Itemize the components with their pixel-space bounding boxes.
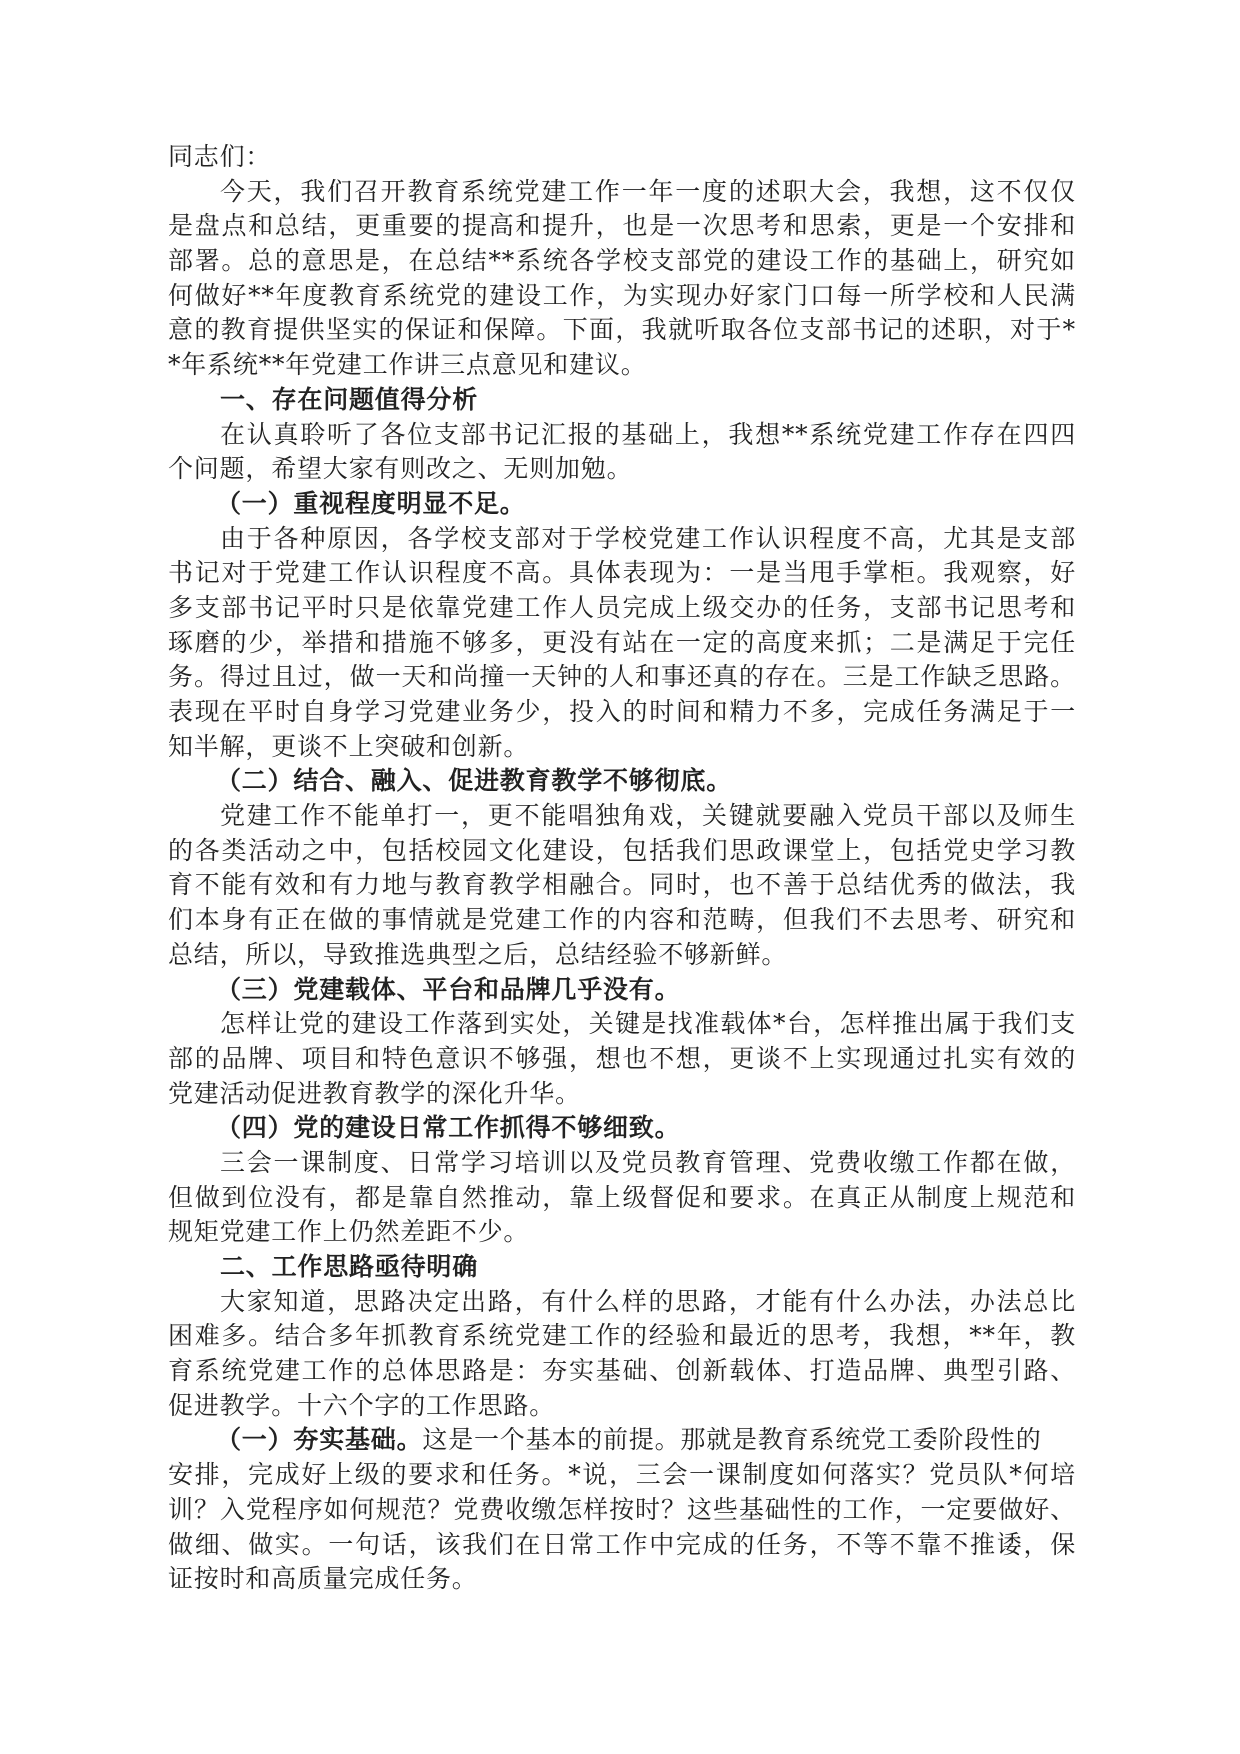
line-text: 大家知道，思路决定出路，有什么样的思路，才能有什么办法，办法总比 bbox=[220, 1286, 1076, 1316]
line-text: 做细、做实。一句话，该我们在日常工作中完成的任务，不等不靠不推诿，保 bbox=[168, 1529, 1076, 1559]
line-text: 表现在平时自身学习党建业务少，投入的时间和精力不多，完成任务满足于一 bbox=[168, 697, 1076, 726]
line-text: 这是一个基本的前提。那就是教育系统党工委阶段性的 bbox=[422, 1425, 1042, 1455]
text-line bbox=[168, 1493, 1076, 1528]
line-text: 部的品牌、项目和特色意识不够强，想也不想，更谈不上实现通过扎实有效的 bbox=[168, 1043, 1076, 1073]
line-text: 三会一课制度、日常学习培训以及党员教育管理、党费收缴工作都在做， bbox=[220, 1147, 1076, 1177]
line-text: 育不能有效和有力地与教育教学相融合。同时，也不善于总结优秀的做法，我 bbox=[168, 870, 1076, 900]
line-text: 何做好**年度教育系统党的建设工作，为实现办好家门口每一所学校和人民满 bbox=[168, 280, 1076, 310]
section-heading bbox=[168, 764, 1076, 799]
text-line bbox=[168, 244, 1076, 279]
section-heading bbox=[168, 1111, 1076, 1146]
line-text: 但做到位没有，都是靠自然推动，靠上级督促和要求。在真正从制度上规范和 bbox=[168, 1182, 1076, 1212]
bold-heading-text: 一、存在问题值得分析 bbox=[220, 384, 479, 414]
text-line bbox=[168, 1215, 1076, 1250]
bold-heading-text: 二、工作思路亟待明确 bbox=[220, 1252, 479, 1281]
text-line bbox=[168, 1319, 1076, 1354]
text-line bbox=[168, 1354, 1076, 1389]
line-text: 个问题，希望大家有则改之、无则加勉。 bbox=[168, 454, 633, 484]
text-line bbox=[168, 1007, 1076, 1042]
section-heading bbox=[168, 1250, 1076, 1285]
line-text: 由于各种原因，各学校支部对于学校党建工作认识程度不高，尤其是支部 bbox=[220, 523, 1076, 553]
text-line bbox=[168, 1181, 1076, 1216]
text-line bbox=[168, 1423, 1076, 1458]
line-text: 困难多。结合多年抓教育系统党建工作的经验和最近的思考，我想，**年，教 bbox=[168, 1321, 1076, 1351]
text-line bbox=[168, 730, 1076, 765]
text-line bbox=[168, 1562, 1076, 1597]
section-heading bbox=[168, 973, 1076, 1008]
line-text: 安排，完成好上级的要求和任务。*说，三会一课制度如何落实？党员队*何培 bbox=[168, 1460, 1076, 1490]
line-text: 在认真聆听了各位支部书记汇报的基础上，我想**系统党建工作存在四四 bbox=[220, 419, 1076, 449]
line-text: 证按时和高质量完成任务。 bbox=[168, 1564, 478, 1594]
text-line bbox=[168, 799, 1076, 834]
text-line bbox=[168, 903, 1076, 938]
text-line bbox=[168, 1042, 1076, 1077]
text-line bbox=[168, 1077, 1076, 1112]
line-text: 是盘点和总结，更重要的提高和提升，也是一次思考和思索，更是一个安排和 bbox=[168, 211, 1076, 241]
text-line bbox=[168, 522, 1076, 557]
text-line bbox=[168, 626, 1076, 661]
line-text: 训？入党程序如何规范？党费收缴怎样按时？这些基础性的工作，一定要做好、 bbox=[168, 1494, 1076, 1524]
line-text: 意的教育提供坚实的保证和保障。下面，我就听取各位支部书记的述职，对于* bbox=[168, 315, 1076, 345]
section-heading bbox=[168, 383, 1076, 418]
text-line bbox=[168, 1389, 1076, 1424]
text-line bbox=[168, 660, 1076, 695]
bold-heading-text: （三）党建载体、平台和品牌几乎没有。 bbox=[216, 974, 681, 1004]
line-text: 部署。总的意思是，在总结**系统各学校支部党的建设工作的基础上，研究如 bbox=[168, 246, 1076, 276]
bold-heading-text: （二）结合、融入、促进教育教学不够彻底。 bbox=[216, 766, 733, 796]
text-line bbox=[168, 938, 1076, 973]
bold-heading-text: （四）党的建设日常工作抓得不够细致。 bbox=[216, 1113, 681, 1143]
text-line bbox=[168, 834, 1076, 869]
line-text: 们本身有正在做的事情就是党建工作的内容和范畴，但我们不去思考、研究和 bbox=[168, 905, 1076, 935]
text-line bbox=[168, 1146, 1076, 1181]
text-line bbox=[168, 140, 1076, 175]
line-text: 书记对于党建工作认识程度不高。具体表现为：一是当甩手掌柜。我观察，好 bbox=[168, 558, 1076, 588]
text-line bbox=[168, 313, 1076, 348]
line-text: 务。得过且过，做一天和尚撞一天钟的人和事还真的存在。三是工作缺乏思路。 bbox=[168, 662, 1076, 692]
line-text: 知半解，更谈不上突破和创新。 bbox=[168, 731, 530, 761]
text-line bbox=[168, 868, 1076, 903]
line-text: 今天，我们召开教育系统党建工作一年一度的述职大会，我想，这不仅仅 bbox=[220, 176, 1076, 206]
text-line bbox=[168, 695, 1076, 730]
bold-heading-text: （一）夯实基础。 bbox=[216, 1425, 423, 1455]
text-line bbox=[168, 1285, 1076, 1320]
text-line bbox=[168, 418, 1076, 453]
text-line bbox=[168, 348, 1076, 383]
line-text: 育系统党建工作的总体思路是：夯实基础、创新载体、打造品牌、典型引路、 bbox=[168, 1356, 1076, 1386]
document-body bbox=[168, 140, 1076, 1597]
line-text: 多支部书记平时只是依靠党建工作人员完成上级交办的任务，支部书记思考和 bbox=[168, 592, 1076, 622]
text-line bbox=[168, 1528, 1076, 1563]
text-line bbox=[168, 452, 1076, 487]
line-text: 规矩党建工作上仍然差距不少。 bbox=[168, 1217, 530, 1247]
line-text: 的各类活动之中，包括校园文化建设，包括我们思政课堂上，包括党史学习教 bbox=[168, 835, 1076, 865]
text-line bbox=[168, 279, 1076, 314]
line-text: 总结，所以，导致推选典型之后，总结经验不够新鲜。 bbox=[168, 939, 788, 969]
line-text: 同志们： bbox=[168, 142, 272, 171]
text-line bbox=[168, 1458, 1076, 1493]
section-heading bbox=[168, 487, 1076, 522]
text-line bbox=[168, 175, 1076, 210]
line-text: *年系统**年党建工作讲三点意见和建议。 bbox=[168, 350, 647, 380]
line-text: 琢磨的少，举措和措施不够多，更没有站在一定的高度来抓；二是满足于完任 bbox=[168, 627, 1076, 657]
bold-heading-text: （一）重视程度明显不足。 bbox=[216, 488, 526, 518]
line-text: 促进教学。十六个字的工作思路。 bbox=[168, 1390, 556, 1420]
line-text: 党建活动促进教育教学的深化升华。 bbox=[168, 1078, 581, 1108]
text-line bbox=[168, 209, 1076, 244]
line-text: 党建工作不能单打一，更不能唱独角戏，关键就要融入党员干部以及师生 bbox=[220, 801, 1076, 831]
line-text: 怎样让党的建设工作落到实处，关键是找准载体*台，怎样推出属于我们支 bbox=[220, 1009, 1076, 1039]
text-line bbox=[168, 556, 1076, 591]
text-line bbox=[168, 591, 1076, 626]
